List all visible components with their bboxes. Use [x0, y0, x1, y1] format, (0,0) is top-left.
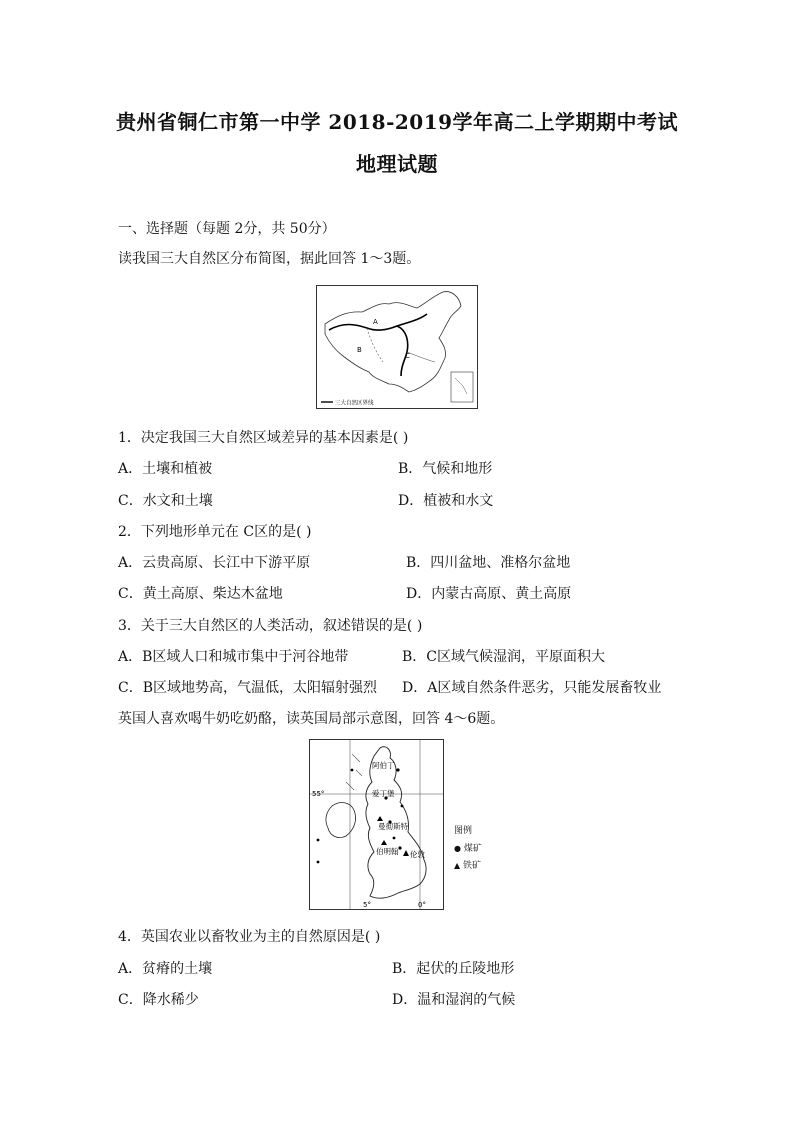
city-manchester: 曼彻斯特 — [378, 822, 408, 831]
question-3-option-d: D．A区域自然条件恶劣，只能发展畜牧业 — [402, 680, 662, 696]
question-1-option-a: A．土壤和植被 — [118, 461, 213, 477]
map2-lat-label: 55° — [312, 790, 325, 798]
question-4-option-c: C．降水稀少 — [118, 992, 199, 1008]
question-2-option-b: B．四川盆地、准格尔盆地 — [406, 555, 571, 571]
question-1-option-b: B．气候和地形 — [398, 461, 493, 477]
question-2-stem: 2．下列地形单元在 C区的是( ) — [118, 524, 312, 540]
question-4-option-d: D．温和湿润的气候 — [392, 992, 516, 1008]
question-3-option-b: B．C区域气候湿润，平原面积大 — [402, 649, 605, 665]
region-label-a: A — [373, 318, 378, 326]
city-edinburgh: 爱丁堡 — [372, 789, 395, 798]
iron-mine-icon: ▲ — [454, 861, 461, 870]
intro-4-6: 英国人喜欢喝牛奶吃奶酪，读英国局部示意图，回答 4～6题。 — [118, 711, 505, 727]
question-3-option-a: A．B区域人口和城市集中于河谷地带 — [118, 649, 349, 665]
question-1-option-d: D．植被和水文 — [398, 493, 494, 509]
city-birmingham: 伯明翰 — [376, 847, 399, 856]
china-regions-map — [316, 285, 478, 409]
map2-lon-label-0: 0° — [418, 901, 426, 909]
question-2-option-c: C．黄土高原、柴达木盆地 — [118, 586, 283, 602]
question-1-stem: 1．决定我国三大自然区域差异的基本因素是( ) — [118, 430, 409, 446]
map2-lon-label-5: 5° — [363, 901, 371, 909]
document-title: 贵州省铜仁市第一中学 2018-2019学年高二上学期期中考试 — [115, 110, 679, 134]
question-2-option-d: D．内蒙古高原、黄土高原 — [406, 586, 572, 602]
question-4-stem: 4．英国农业以畜牧业为主的自然原因是( ) — [118, 929, 381, 945]
document-subtitle: 地理试题 — [356, 152, 438, 176]
map2-legend-title: 图例 — [454, 826, 473, 836]
region-label-c: C — [405, 352, 410, 360]
question-1-option-c: C．水文和土壤 — [118, 493, 213, 509]
question-4-option-a: A．贫瘠的土壤 — [118, 961, 213, 977]
section-heading: 一、选择题（每题 2分，共 50分） — [118, 221, 336, 237]
map1-legend-label: 三大自然区界线 — [335, 400, 374, 407]
question-2-option-a: A．云贵高原、长江中下游平原 — [118, 555, 311, 571]
city-london: 伦敦 — [410, 850, 425, 859]
city-aberdeen: 阿伯丁 — [372, 761, 395, 770]
question-4-option-b: B．起伏的丘陵地形 — [392, 961, 515, 977]
question-3-stem: 3．关于三大自然区的人类活动，叙述错误的是( ) — [118, 618, 423, 634]
region-label-b: B — [357, 346, 362, 354]
question-3-option-c: C．B区域地势高，气温低，太阳辐射强烈 — [118, 680, 377, 696]
coal-mine-icon: ● — [454, 844, 461, 853]
intro-1-3: 读我国三大自然区分布简图，据此回答 1～3题。 — [118, 251, 421, 267]
map2-legend-coal: ● 煤矿 — [454, 844, 482, 854]
map2-legend-iron: ▲ 铁矿 — [454, 861, 482, 871]
uk-partial-map — [309, 739, 444, 910]
